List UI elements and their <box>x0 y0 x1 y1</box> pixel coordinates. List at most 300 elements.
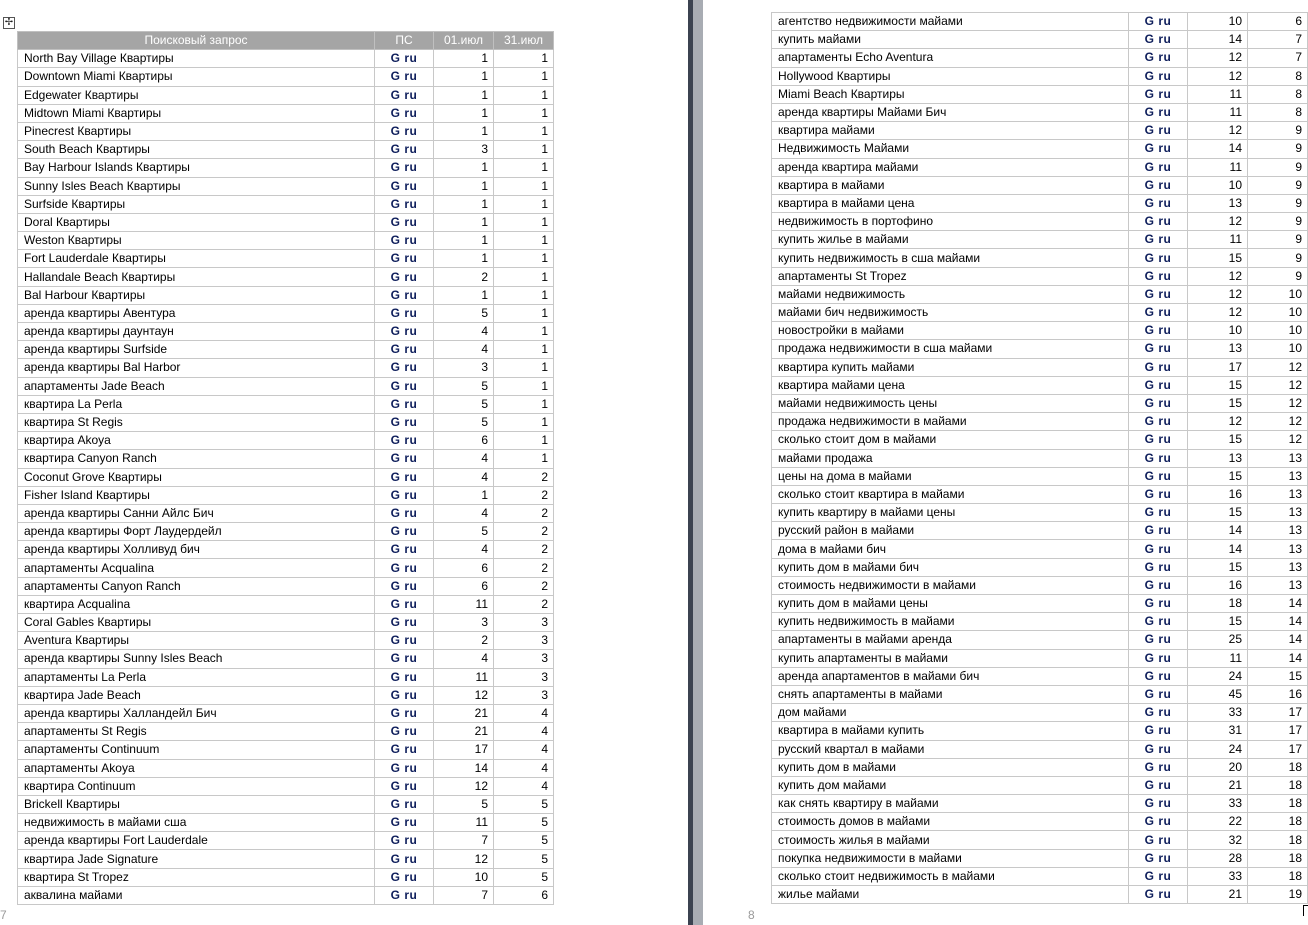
cell-rank-end[interactable]: 1 <box>494 141 554 159</box>
cell-rank-end[interactable]: 10 <box>1248 304 1308 322</box>
cell-query[interactable]: Surfside Квартиры <box>18 195 375 213</box>
cell-engine[interactable]: G ru <box>1129 722 1188 740</box>
cell-query[interactable]: майами продажа <box>772 449 1129 467</box>
cell-engine[interactable]: G ru <box>1129 886 1188 904</box>
cell-rank-end[interactable]: 18 <box>1248 758 1308 776</box>
cell-engine[interactable]: G ru <box>1129 358 1188 376</box>
cell-engine[interactable]: G ru <box>375 104 434 122</box>
cell-rank-start[interactable]: 12 <box>1188 213 1248 231</box>
cell-rank-start[interactable]: 12 <box>434 686 494 704</box>
cell-rank-end[interactable]: 9 <box>1248 158 1308 176</box>
cell-rank-start[interactable]: 45 <box>1188 685 1248 703</box>
cell-rank-end[interactable]: 10 <box>1248 322 1308 340</box>
cell-rank-end[interactable]: 7 <box>1248 49 1308 67</box>
cell-rank-start[interactable]: 33 <box>1188 867 1248 885</box>
cell-rank-end[interactable]: 17 <box>1248 704 1308 722</box>
cell-engine[interactable]: G ru <box>375 141 434 159</box>
cell-query[interactable]: Hallandale Beach Квартиры <box>18 268 375 286</box>
cell-query[interactable]: квартира La Perla <box>18 395 375 413</box>
cell-query[interactable]: купить дом майами <box>772 776 1129 794</box>
cell-rank-start[interactable]: 10 <box>434 868 494 886</box>
cell-rank-end[interactable]: 16 <box>1248 685 1308 703</box>
cell-rank-start[interactable]: 15 <box>1188 376 1248 394</box>
cell-engine[interactable]: G ru <box>1129 467 1188 485</box>
cell-rank-end[interactable]: 13 <box>1248 449 1308 467</box>
cell-rank-end[interactable]: 2 <box>494 504 554 522</box>
cell-engine[interactable]: G ru <box>1129 795 1188 813</box>
cell-engine[interactable]: G ru <box>1129 449 1188 467</box>
cell-rank-end[interactable]: 18 <box>1248 776 1308 794</box>
cell-rank-start[interactable]: 15 <box>1188 467 1248 485</box>
cell-rank-end[interactable]: 1 <box>494 177 554 195</box>
cell-query[interactable]: Downtown Miami Квартиры <box>18 68 375 86</box>
cell-query[interactable]: аренда квартира майами <box>772 158 1129 176</box>
cell-rank-start[interactable]: 12 <box>1188 67 1248 85</box>
cell-engine[interactable]: G ru <box>1129 540 1188 558</box>
cell-engine[interactable]: G ru <box>1129 249 1188 267</box>
cell-query[interactable]: апартаменты Continuum <box>18 741 375 759</box>
cell-engine[interactable]: G ru <box>375 686 434 704</box>
cell-rank-end[interactable]: 1 <box>494 68 554 86</box>
cell-engine[interactable]: G ru <box>1129 67 1188 85</box>
cell-rank-start[interactable]: 16 <box>1188 485 1248 503</box>
cell-engine[interactable]: G ru <box>375 395 434 413</box>
cell-rank-end[interactable]: 1 <box>494 195 554 213</box>
cell-engine[interactable]: G ru <box>375 68 434 86</box>
cell-rank-start[interactable]: 1 <box>434 86 494 104</box>
cell-query[interactable]: аренда квартиры Санни Айлс Бич <box>18 504 375 522</box>
cell-rank-end[interactable]: 12 <box>1248 358 1308 376</box>
cell-rank-end[interactable]: 1 <box>494 86 554 104</box>
cell-rank-end[interactable]: 2 <box>494 468 554 486</box>
cell-query[interactable]: Edgewater Квартиры <box>18 86 375 104</box>
cell-query[interactable]: купить майами <box>772 31 1129 49</box>
cell-engine[interactable]: G ru <box>1129 176 1188 194</box>
cell-query[interactable]: квартира в майами <box>772 176 1129 194</box>
cell-engine[interactable]: G ru <box>1129 813 1188 831</box>
cell-engine[interactable]: G ru <box>375 741 434 759</box>
cell-rank-end[interactable]: 3 <box>494 650 554 668</box>
cell-rank-end[interactable]: 2 <box>494 559 554 577</box>
cell-rank-start[interactable]: 28 <box>1188 849 1248 867</box>
cell-rank-start[interactable]: 21 <box>1188 776 1248 794</box>
cell-query[interactable]: продажа недвижимости в майами <box>772 413 1129 431</box>
cell-rank-end[interactable]: 6 <box>1248 13 1308 31</box>
cell-rank-end[interactable]: 1 <box>494 432 554 450</box>
cell-rank-start[interactable]: 2 <box>434 268 494 286</box>
cell-engine[interactable]: G ru <box>375 159 434 177</box>
cell-query[interactable]: аренда квартиры Майами Бич <box>772 103 1129 121</box>
cell-query[interactable]: купить дом в майами цены <box>772 595 1129 613</box>
cell-query[interactable]: апартаменты Akoya <box>18 759 375 777</box>
cell-rank-start[interactable]: 1 <box>434 177 494 195</box>
cell-rank-end[interactable]: 1 <box>494 232 554 250</box>
cell-query[interactable]: Bay Harbour Islands Квартиры <box>18 159 375 177</box>
cell-query[interactable]: Coral Gables Квартиры <box>18 614 375 632</box>
cell-rank-start[interactable]: 12 <box>1188 304 1248 322</box>
cell-rank-end[interactable]: 8 <box>1248 85 1308 103</box>
cell-engine[interactable]: G ru <box>1129 867 1188 885</box>
cell-rank-start[interactable]: 11 <box>1188 231 1248 249</box>
cell-rank-end[interactable]: 19 <box>1248 886 1308 904</box>
cell-rank-start[interactable]: 1 <box>434 122 494 140</box>
cell-engine[interactable]: G ru <box>1129 31 1188 49</box>
cell-engine[interactable]: G ru <box>375 577 434 595</box>
cell-engine[interactable]: G ru <box>375 413 434 431</box>
cell-query[interactable]: аренда квартиры Fort Lauderdale <box>18 832 375 850</box>
cell-rank-end[interactable]: 1 <box>494 359 554 377</box>
cell-rank-start[interactable]: 22 <box>1188 813 1248 831</box>
cell-engine[interactable]: G ru <box>375 86 434 104</box>
cell-rank-start[interactable]: 1 <box>434 250 494 268</box>
cell-rank-start[interactable]: 12 <box>1188 413 1248 431</box>
cell-engine[interactable]: G ru <box>375 377 434 395</box>
cell-rank-start[interactable]: 2 <box>434 632 494 650</box>
cell-query[interactable]: квартира в майами купить <box>772 722 1129 740</box>
cell-rank-start[interactable]: 1 <box>434 213 494 231</box>
cell-query[interactable]: майами недвижимость цены <box>772 394 1129 412</box>
cell-query[interactable]: квартира Jade Signature <box>18 850 375 868</box>
cell-query[interactable]: Hollywood Квартиры <box>772 67 1129 85</box>
cell-engine[interactable]: G ru <box>375 777 434 795</box>
cell-rank-start[interactable]: 14 <box>1188 540 1248 558</box>
cell-rank-end[interactable]: 9 <box>1248 176 1308 194</box>
cell-rank-start[interactable]: 12 <box>1188 122 1248 140</box>
cell-rank-start[interactable]: 13 <box>1188 194 1248 212</box>
cell-engine[interactable]: G ru <box>375 704 434 722</box>
cell-rank-start[interactable]: 17 <box>434 741 494 759</box>
cell-rank-end[interactable]: 12 <box>1248 376 1308 394</box>
cell-rank-end[interactable]: 13 <box>1248 540 1308 558</box>
cell-engine[interactable]: G ru <box>1129 704 1188 722</box>
cell-engine[interactable]: G ru <box>375 541 434 559</box>
cell-rank-end[interactable]: 2 <box>494 541 554 559</box>
cell-query[interactable]: квартира Continuum <box>18 777 375 795</box>
cell-rank-start[interactable]: 5 <box>434 377 494 395</box>
cell-query[interactable]: майами бич недвижимость <box>772 304 1129 322</box>
cell-rank-start[interactable]: 1 <box>434 104 494 122</box>
cell-query[interactable]: Coconut Grove Квартиры <box>18 468 375 486</box>
cell-rank-start[interactable]: 25 <box>1188 631 1248 649</box>
cell-query[interactable]: квартира Jade Beach <box>18 686 375 704</box>
cell-rank-end[interactable]: 1 <box>494 122 554 140</box>
cell-rank-end[interactable]: 1 <box>494 104 554 122</box>
cell-engine[interactable]: G ru <box>375 177 434 195</box>
cell-query[interactable]: квартира купить майами <box>772 358 1129 376</box>
cell-rank-start[interactable]: 21 <box>1188 886 1248 904</box>
cell-engine[interactable]: G ru <box>375 832 434 850</box>
cell-query[interactable]: сколько стоит дом в майами <box>772 431 1129 449</box>
cell-rank-start[interactable]: 33 <box>1188 795 1248 813</box>
cell-rank-end[interactable]: 15 <box>1248 667 1308 685</box>
cell-rank-end[interactable]: 13 <box>1248 576 1308 594</box>
cell-rank-end[interactable]: 13 <box>1248 467 1308 485</box>
cell-rank-start[interactable]: 10 <box>1188 322 1248 340</box>
cell-rank-start[interactable]: 5 <box>434 523 494 541</box>
cell-rank-start[interactable]: 7 <box>434 886 494 904</box>
cell-engine[interactable]: G ru <box>375 304 434 322</box>
cell-rank-start[interactable]: 1 <box>434 232 494 250</box>
cell-rank-end[interactable]: 1 <box>494 286 554 304</box>
cell-engine[interactable]: G ru <box>1129 285 1188 303</box>
cell-query[interactable]: аренда апартаментов в майами бич <box>772 667 1129 685</box>
cell-rank-end[interactable]: 9 <box>1248 122 1308 140</box>
cell-rank-end[interactable]: 5 <box>494 868 554 886</box>
cell-query[interactable]: апартаменты La Perla <box>18 668 375 686</box>
cell-rank-start[interactable]: 15 <box>1188 504 1248 522</box>
cell-engine[interactable]: G ru <box>1129 304 1188 322</box>
cell-rank-end[interactable]: 14 <box>1248 595 1308 613</box>
cell-rank-end[interactable]: 12 <box>1248 431 1308 449</box>
cell-rank-start[interactable]: 24 <box>1188 667 1248 685</box>
cell-rank-end[interactable]: 2 <box>494 486 554 504</box>
cell-engine[interactable]: G ru <box>1129 667 1188 685</box>
cell-engine[interactable]: G ru <box>1129 322 1188 340</box>
cell-rank-end[interactable]: 2 <box>494 577 554 595</box>
cell-rank-end[interactable]: 17 <box>1248 722 1308 740</box>
cell-rank-end[interactable]: 17 <box>1248 740 1308 758</box>
cell-query[interactable]: Weston Квартиры <box>18 232 375 250</box>
cell-engine[interactable]: G ru <box>1129 504 1188 522</box>
cell-query[interactable]: новостройки в майами <box>772 322 1129 340</box>
cell-rank-start[interactable]: 4 <box>434 450 494 468</box>
cell-query[interactable]: аренда квартиры даунтаун <box>18 323 375 341</box>
cell-rank-start[interactable]: 17 <box>1188 358 1248 376</box>
cell-query[interactable]: Fort Lauderdale Квартиры <box>18 250 375 268</box>
cell-query[interactable]: аренда квартиры Surfside <box>18 341 375 359</box>
cell-engine[interactable]: G ru <box>1129 740 1188 758</box>
cell-engine[interactable]: G ru <box>1129 613 1188 631</box>
cell-rank-end[interactable]: 1 <box>494 304 554 322</box>
cell-query[interactable]: аренда квартиры Bal Harbor <box>18 359 375 377</box>
cell-rank-start[interactable]: 13 <box>1188 449 1248 467</box>
cell-rank-start[interactable]: 6 <box>434 559 494 577</box>
cell-engine[interactable]: G ru <box>375 650 434 668</box>
cell-rank-start[interactable]: 5 <box>434 395 494 413</box>
cell-query[interactable]: купить жилье в майами <box>772 231 1129 249</box>
cell-engine[interactable]: G ru <box>375 486 434 504</box>
cell-rank-end[interactable]: 18 <box>1248 849 1308 867</box>
cell-engine[interactable]: G ru <box>375 450 434 468</box>
cell-rank-start[interactable]: 15 <box>1188 249 1248 267</box>
cell-engine[interactable]: G ru <box>1129 595 1188 613</box>
cell-rank-end[interactable]: 4 <box>494 723 554 741</box>
cell-rank-end[interactable]: 2 <box>494 523 554 541</box>
cell-query[interactable]: агентство недвижимости майами <box>772 13 1129 31</box>
cell-rank-start[interactable]: 12 <box>1188 49 1248 67</box>
cell-engine[interactable]: G ru <box>375 341 434 359</box>
cell-query[interactable]: стоимость домов в майами <box>772 813 1129 831</box>
cell-rank-end[interactable]: 3 <box>494 668 554 686</box>
cell-query[interactable]: Aventura Квартиры <box>18 632 375 650</box>
cell-rank-end[interactable]: 4 <box>494 704 554 722</box>
cell-query[interactable]: недвижимость в портофино <box>772 213 1129 231</box>
cell-query[interactable]: аренда квартиры Sunny Isles Beach <box>18 650 375 668</box>
cell-rank-end[interactable]: 9 <box>1248 249 1308 267</box>
cell-rank-end[interactable]: 5 <box>494 850 554 868</box>
cell-rank-start[interactable]: 12 <box>1188 267 1248 285</box>
cell-engine[interactable]: G ru <box>1129 231 1188 249</box>
cell-query[interactable]: недвижимость в майами сша <box>18 814 375 832</box>
cell-engine[interactable]: G ru <box>375 632 434 650</box>
cell-query[interactable]: апартаменты St Regis <box>18 723 375 741</box>
cell-rank-end[interactable]: 1 <box>494 341 554 359</box>
cell-engine[interactable]: G ru <box>1129 394 1188 412</box>
cell-rank-end[interactable]: 5 <box>494 795 554 813</box>
cell-query[interactable]: Midtown Miami Квартиры <box>18 104 375 122</box>
cell-engine[interactable]: G ru <box>1129 776 1188 794</box>
cell-rank-end[interactable]: 9 <box>1248 194 1308 212</box>
cell-query[interactable]: апартаменты St Tropez <box>772 267 1129 285</box>
cell-engine[interactable]: G ru <box>1129 758 1188 776</box>
cell-rank-end[interactable]: 9 <box>1248 140 1308 158</box>
cell-rank-start[interactable]: 14 <box>434 759 494 777</box>
cell-query[interactable]: русский квартал в майами <box>772 740 1129 758</box>
cell-rank-start[interactable]: 18 <box>1188 595 1248 613</box>
cell-engine[interactable]: G ru <box>1129 194 1188 212</box>
cell-engine[interactable]: G ru <box>1129 13 1188 31</box>
cell-rank-start[interactable]: 11 <box>1188 103 1248 121</box>
cell-rank-end[interactable]: 14 <box>1248 631 1308 649</box>
cell-rank-end[interactable]: 1 <box>494 213 554 231</box>
cell-query[interactable]: аренда квартиры Халландейл Бич <box>18 704 375 722</box>
cell-engine[interactable]: G ru <box>375 250 434 268</box>
cell-rank-end[interactable]: 1 <box>494 413 554 431</box>
cell-rank-end[interactable]: 18 <box>1248 867 1308 885</box>
cell-query[interactable]: квартира Canyon Ranch <box>18 450 375 468</box>
cell-rank-start[interactable]: 1 <box>434 50 494 68</box>
cell-rank-end[interactable]: 13 <box>1248 522 1308 540</box>
cell-engine[interactable]: G ru <box>1129 576 1188 594</box>
cell-engine[interactable]: G ru <box>375 50 434 68</box>
cell-engine[interactable]: G ru <box>1129 103 1188 121</box>
cell-engine[interactable]: G ru <box>1129 213 1188 231</box>
cell-query[interactable]: квартира майами <box>772 122 1129 140</box>
cell-rank-start[interactable]: 20 <box>1188 758 1248 776</box>
cell-rank-start[interactable]: 3 <box>434 359 494 377</box>
cell-rank-start[interactable]: 5 <box>434 413 494 431</box>
cell-query[interactable]: Miami Beach Квартиры <box>772 85 1129 103</box>
cell-rank-end[interactable]: 13 <box>1248 485 1308 503</box>
cell-query[interactable]: аквалина майами <box>18 886 375 904</box>
cell-query[interactable]: дома в майами бич <box>772 540 1129 558</box>
cell-query[interactable]: майами недвижимость <box>772 285 1129 303</box>
cell-query[interactable]: Fisher Island Квартиры <box>18 486 375 504</box>
cell-engine[interactable]: G ru <box>375 122 434 140</box>
cell-rank-start[interactable]: 4 <box>434 650 494 668</box>
cell-query[interactable]: апартаменты в майами аренда <box>772 631 1129 649</box>
cell-query[interactable]: апартаменты Canyon Ranch <box>18 577 375 595</box>
cell-rank-end[interactable]: 9 <box>1248 231 1308 249</box>
cell-query[interactable]: сколько стоит недвижимость в майами <box>772 867 1129 885</box>
cell-rank-end[interactable]: 8 <box>1248 67 1308 85</box>
cell-query[interactable]: купить апартаменты в майами <box>772 649 1129 667</box>
cell-rank-end[interactable]: 18 <box>1248 831 1308 849</box>
cell-query[interactable]: стоимость недвижимости в майами <box>772 576 1129 594</box>
cell-rank-end[interactable]: 4 <box>494 759 554 777</box>
cell-query[interactable]: квартира в майами цена <box>772 194 1129 212</box>
cell-engine[interactable]: G ru <box>375 850 434 868</box>
cell-engine[interactable]: G ru <box>1129 158 1188 176</box>
cell-rank-end[interactable]: 18 <box>1248 795 1308 813</box>
cell-rank-end[interactable]: 1 <box>494 377 554 395</box>
cell-rank-end[interactable]: 4 <box>494 741 554 759</box>
cell-rank-end[interactable]: 13 <box>1248 558 1308 576</box>
cell-engine[interactable]: G ru <box>1129 340 1188 358</box>
cell-engine[interactable]: G ru <box>1129 485 1188 503</box>
cell-rank-start[interactable]: 6 <box>434 432 494 450</box>
cell-engine[interactable]: G ru <box>375 504 434 522</box>
cell-rank-end[interactable]: 1 <box>494 50 554 68</box>
cell-rank-start[interactable]: 12 <box>434 850 494 868</box>
cell-engine[interactable]: G ru <box>375 523 434 541</box>
cell-query[interactable]: снять апартаменты в майами <box>772 685 1129 703</box>
cell-rank-start[interactable]: 3 <box>434 614 494 632</box>
cell-query[interactable]: продажа недвижимости в сша майами <box>772 340 1129 358</box>
cell-engine[interactable]: G ru <box>375 468 434 486</box>
cell-rank-end[interactable]: 3 <box>494 632 554 650</box>
cell-rank-start[interactable]: 4 <box>434 341 494 359</box>
cell-engine[interactable]: G ru <box>1129 376 1188 394</box>
cell-rank-start[interactable]: 15 <box>1188 613 1248 631</box>
cell-query[interactable]: Pinecrest Квартиры <box>18 122 375 140</box>
cell-engine[interactable]: G ru <box>1129 122 1188 140</box>
cell-rank-start[interactable]: 14 <box>1188 31 1248 49</box>
cell-engine[interactable]: G ru <box>375 795 434 813</box>
cell-rank-start[interactable]: 15 <box>1188 394 1248 412</box>
cell-engine[interactable]: G ru <box>1129 413 1188 431</box>
cell-rank-end[interactable]: 3 <box>494 686 554 704</box>
cell-rank-end[interactable]: 12 <box>1248 394 1308 412</box>
cell-query[interactable]: русский район в майами <box>772 522 1129 540</box>
cell-rank-start[interactable]: 13 <box>1188 340 1248 358</box>
cell-rank-end[interactable]: 10 <box>1248 340 1308 358</box>
cell-rank-start[interactable]: 21 <box>434 704 494 722</box>
cell-query[interactable]: South Beach Квартиры <box>18 141 375 159</box>
cell-query[interactable]: Doral Квартиры <box>18 213 375 231</box>
cell-engine[interactable]: G ru <box>375 323 434 341</box>
cell-engine[interactable]: G ru <box>1129 558 1188 576</box>
cell-rank-end[interactable]: 13 <box>1248 504 1308 522</box>
cell-engine[interactable]: G ru <box>375 723 434 741</box>
cell-rank-start[interactable]: 1 <box>434 195 494 213</box>
cell-engine[interactable]: G ru <box>1129 85 1188 103</box>
cell-engine[interactable]: G ru <box>1129 685 1188 703</box>
cell-rank-start[interactable]: 11 <box>1188 649 1248 667</box>
cell-engine[interactable]: G ru <box>1129 431 1188 449</box>
cell-query[interactable]: аренда квартиры Авентура <box>18 304 375 322</box>
cell-query[interactable]: купить дом в майами бич <box>772 558 1129 576</box>
cell-rank-start[interactable]: 33 <box>1188 704 1248 722</box>
cell-query[interactable]: сколько стоит квартира в майами <box>772 485 1129 503</box>
cell-engine[interactable]: G ru <box>375 359 434 377</box>
cell-rank-start[interactable]: 15 <box>1188 558 1248 576</box>
cell-rank-start[interactable]: 4 <box>434 541 494 559</box>
cell-rank-start[interactable]: 7 <box>434 832 494 850</box>
cell-rank-start[interactable]: 5 <box>434 304 494 322</box>
cell-rank-start[interactable]: 11 <box>1188 158 1248 176</box>
cell-rank-end[interactable]: 4 <box>494 777 554 795</box>
cell-rank-end[interactable]: 3 <box>494 614 554 632</box>
cell-rank-start[interactable]: 10 <box>1188 176 1248 194</box>
cell-engine[interactable]: G ru <box>1129 267 1188 285</box>
cell-engine[interactable]: G ru <box>1129 522 1188 540</box>
cell-query[interactable]: аренда квартиры Холливуд бич <box>18 541 375 559</box>
cell-rank-end[interactable]: 14 <box>1248 649 1308 667</box>
cell-rank-end[interactable]: 1 <box>494 395 554 413</box>
cell-query[interactable]: апартаменты Acqualina <box>18 559 375 577</box>
cell-query[interactable]: стоимость жилья в майами <box>772 831 1129 849</box>
